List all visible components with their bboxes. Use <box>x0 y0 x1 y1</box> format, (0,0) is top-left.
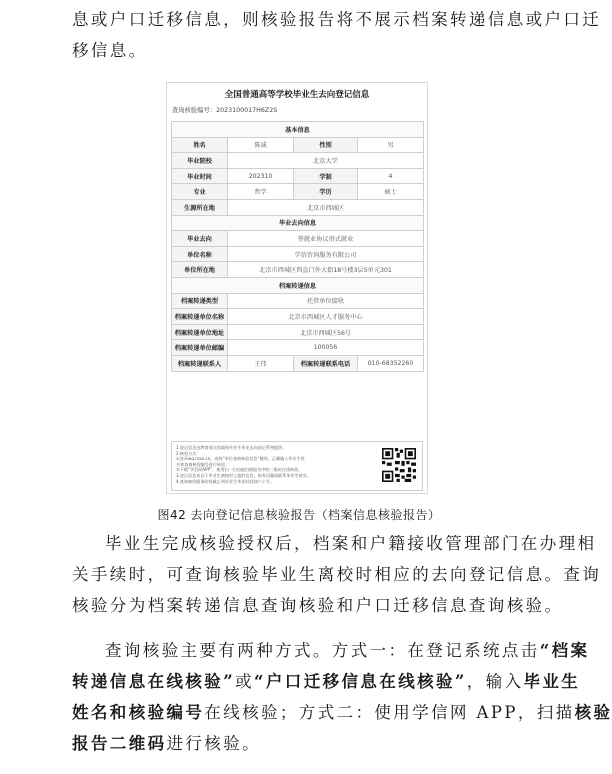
text-run: 在线核验；方式二：使用学信网 APP，扫描 <box>204 703 575 722</box>
field-value: 北京市西城区 <box>228 199 424 215</box>
paragraph-line <box>72 666 581 697</box>
field-value: 托管单位接收 <box>228 293 424 309</box>
field-value: 北京市西城区西直门外大街18号楼3层5单元301 <box>228 262 424 278</box>
field-label: 学历 <box>294 184 358 200</box>
report-notes <box>171 441 423 491</box>
paragraph-line <box>72 728 532 759</box>
bold-term: 核验 <box>574 703 612 722</box>
note-line: 4.查询核验服务时间截止到毕业生毕业时间加六个月。 <box>176 478 275 484</box>
section-basic: 基本信息 <box>172 122 424 138</box>
field-label: 档案转递类型 <box>172 293 228 309</box>
methods-paragraph <box>72 635 612 759</box>
field-value: 4 <box>358 168 424 184</box>
report-table <box>171 121 424 372</box>
bold-term: 转递信息在线核验” <box>72 672 236 691</box>
report-title: 全国普通高等学校毕业生去向登记信息 <box>224 90 370 100</box>
verify-code: 查询核验编号：2023100017H6Z2S <box>172 107 278 114</box>
body-paragraph <box>72 528 602 621</box>
section-archive: 档案转递信息 <box>172 277 424 293</box>
bold-term: “档案 <box>539 641 590 660</box>
note-line: 1.登记信息由教育部全国高校毕业生毕业去向登记系统提供。 <box>176 445 287 450</box>
field-value: 男 <box>358 137 424 153</box>
section-destination: 毕业去向信息 <box>172 215 424 231</box>
paragraph-line <box>72 697 612 728</box>
field-value: 北京大学 <box>228 153 424 169</box>
field-label: 毕业去向 <box>172 231 228 247</box>
bold-term: 毕业生 <box>523 672 581 691</box>
field-label: 毕业院校 <box>172 153 228 169</box>
field-value: 哲学 <box>228 184 294 200</box>
intro-paragraph <box>72 4 602 66</box>
text-run: ，输入 <box>466 672 524 691</box>
text-run: 或 <box>235 672 254 691</box>
note-line: 2.核验方式： <box>176 450 201 456</box>
text-run: 查询核验主要有两种方式。方式一：在登记系统点击 <box>105 641 540 660</box>
bold-term: 姓名和核验编号 <box>72 703 205 722</box>
field-value: 签就业协议形式就业 <box>228 231 424 247</box>
field-label: 姓名 <box>172 137 228 153</box>
note-line: ②下载“学信网APP”，使用扫一扫功能扫描报告中的二维码在线核验。 <box>176 467 303 473</box>
field-value: 202310 <box>228 168 294 184</box>
field-label: 档案转递单位地址 <box>172 324 228 340</box>
field-label: 档案转递单位名称 <box>172 309 228 325</box>
field-value: 010-68352260 <box>358 355 424 371</box>
field-label: 生源所在地 <box>172 199 228 215</box>
field-label: 毕业时间 <box>172 168 228 184</box>
field-label: 单位名称 <box>172 246 228 262</box>
field-label: 单位所在地 <box>172 262 228 278</box>
note-line: 名和查询核验编号进行核验； <box>176 461 230 467</box>
note-line: 3.登记信息来自于毕业生离校时上报的信息，如有问题请联系毕业生核实。 <box>176 472 311 478</box>
field-label: 性别 <box>294 137 358 153</box>
field-value: 北京市西城区56号 <box>228 324 424 340</box>
field-label: 学制 <box>294 168 358 184</box>
field-label: 档案转递联系电话 <box>294 355 358 371</box>
qr-code-icon <box>382 448 416 482</box>
field-value: 陈诚 <box>228 137 294 153</box>
paragraph-line <box>72 635 590 666</box>
field-value: 王伟 <box>228 355 294 371</box>
field-label: 档案转递联系人 <box>172 355 228 371</box>
figure-caption: 图42 去向登记信息核验报告（档案信息核验报告） <box>157 508 441 522</box>
bold-term: “户口迁移信息在线核验” <box>254 672 467 691</box>
bold-term: 报告二维码 <box>72 734 167 753</box>
text-run: 进行核验。 <box>166 734 261 753</box>
field-value: 100056 <box>228 340 424 356</box>
paragraph-line: 毕业生完成核验授权后，档案和户籍接收管理部门在办理相 <box>105 534 597 553</box>
note-line: ①登录wq.ncss.cn，选择“单位查询核验信息”模块，正确输入毕业生姓 <box>176 456 305 462</box>
field-value: 学信咨询服务有限公司 <box>228 246 424 262</box>
field-value: 硕士 <box>358 184 424 200</box>
verification-report <box>166 82 428 494</box>
field-label: 专业 <box>172 184 228 200</box>
intro-line: 息或户口迁移信息，则核验报告将不展示档案转递信息或户口迁 <box>72 10 602 29</box>
intro-line: 移信息。 <box>72 41 148 60</box>
paragraph-line: 核验分为档案转递信息查询核验和户口迁移信息查询核验。 <box>72 596 564 615</box>
field-label: 档案转递单位邮编 <box>172 340 228 356</box>
field-value: 北京市西城区人才服务中心 <box>228 309 424 325</box>
paragraph-line: 关手续时，可查询核验毕业生离校时相应的去向登记信息。查询 <box>72 565 602 584</box>
